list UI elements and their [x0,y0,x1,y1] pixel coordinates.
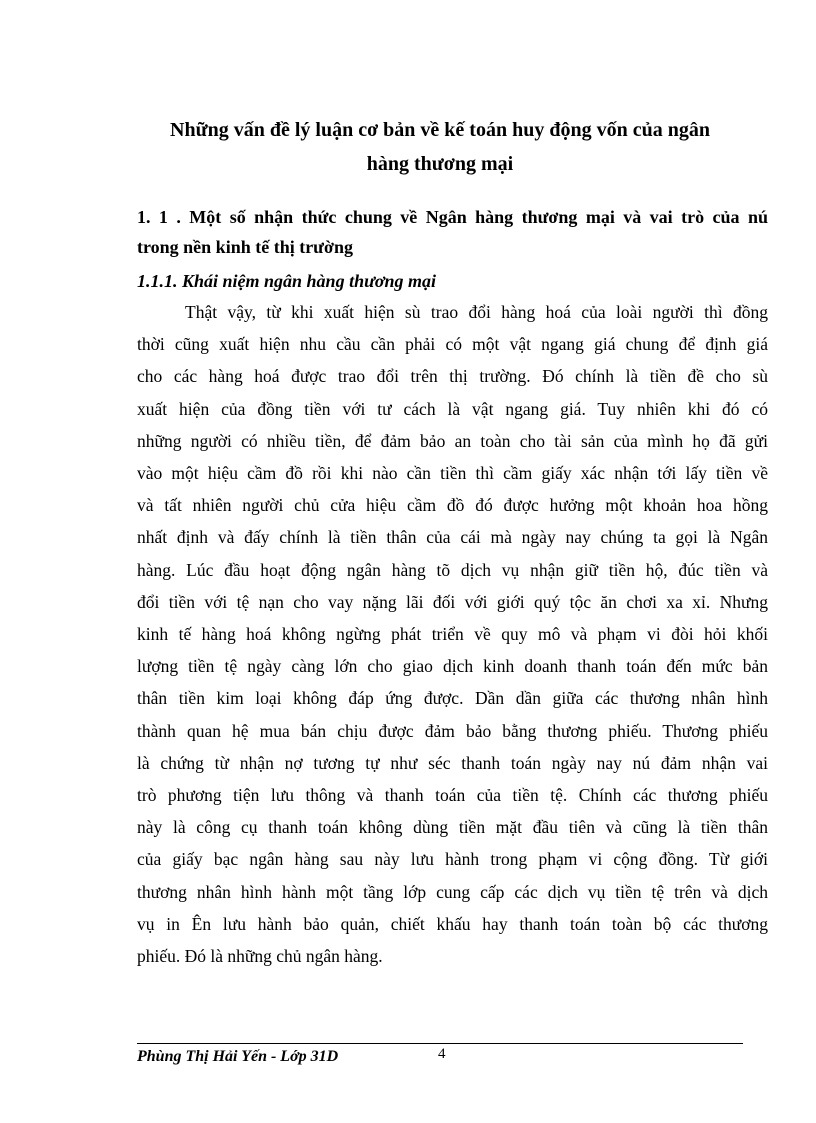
body-line: kinh tế hàng hoá không ngừng phát triển về quy mô và phạm vi đòi hỏi khối [137,624,768,644]
footer-author: Phùng Thị Hải Yến - Lớp 31D [137,1048,339,1065]
body-line: đổi tiền với tệ nạn cho vay nặng lãi đối với giới quý tộc ăn chơi xa xỉ. Nhưng [137,591,768,612]
page-number: 4 [438,1046,446,1062]
section-heading-line-2: trong nền kinh tế thị trường [137,237,353,257]
body-line: thành quan hệ mua bán chịu được đảm bảo bằng thương phiếu. Thương phiếu [137,720,768,741]
body-line: và tất nhiên người chủ cửa hiệu cầm đồ đó được hưởng một khoản hoa hồng [137,495,768,516]
body-line: vào một hiệu cầm đồ rồi khi nào cần tiền thì cầm giấy xác nhận tới lấy tiền về [137,463,768,483]
document-title-line-1: Những vấn đề lý luận cơ bản về kế toán huy động vốn của ngân [170,119,710,141]
section-heading-line-1: 1. 1 . Một số nhận thức chung về Ngân hàng thương mại và vai trò của nú [137,207,768,227]
body-line: những người có nhiều tiền, để đảm bảo an toàn cho tài sản của mình họ đã gửi [137,430,768,451]
document-title-line-2: hàng thương mại [366,153,514,175]
body-line: xuất hiện của đồng tiền với tư cách là vật ngang giá. Tuy nhiên khi đó có [137,398,768,419]
body-line: thân tiền kim loại không đáp ứng được. Dần dần giữa các thương nhân hình [137,688,768,709]
footer-rule [137,1043,743,1044]
body-line: là chứng từ nhận nợ tương tự như séc thanh toán ngày nay nú đảm nhận vai [137,752,768,773]
subsection-heading: 1.1.1. Khái niệm ngân hàng thương mại [137,271,437,291]
body-line: của giấy bạc ngân hàng sau này lưu hành trong phạm vi cộng đồng. Từ giới [137,849,768,870]
body-line: vụ in Ên lưu hành bảo quản, chiết khấu hay thanh toán toàn bộ các thương [137,913,768,934]
body-line: thương nhân hình hành một tầng lớp cung cấp các dịch vụ tiền tệ trên và dịch [137,881,768,902]
body-line: phiếu. Đó là những chủ ngân hàng. [137,946,383,966]
body-line: Thật vậy, từ khi xuất hiện sù trao đổi hàng hoá của loài người thì đồng [185,302,768,322]
body-line: lượng tiền tệ ngày càng lớn cho giao dịch kinh doanh thanh toán đến mức bản [137,656,768,677]
body-line: nhất định và đấy chính là tiền thân của cái mà ngày nay chúng ta gọi là Ngân [137,527,768,548]
body-line: trò phương tiện lưu thông và thanh toán của tiền tệ. Chính các thương phiếu [137,785,768,805]
body-line: cho các hàng hoá được trao đổi trên thị trường. Đó chính là tiền đề cho sù [137,366,768,387]
body-line: hàng. Lúc đầu hoạt động ngân hàng tõ dịch vụ nhận giữ tiền hộ, đúc tiền và [137,559,768,580]
body-line: thời cũng xuất hiện nhu cầu cần phải có một vật ngang giá chung để định giá [137,334,768,355]
body-line: này là công cụ thanh toán không dùng tiền mặt đầu tiên và cũng là tiền thân [137,817,768,838]
